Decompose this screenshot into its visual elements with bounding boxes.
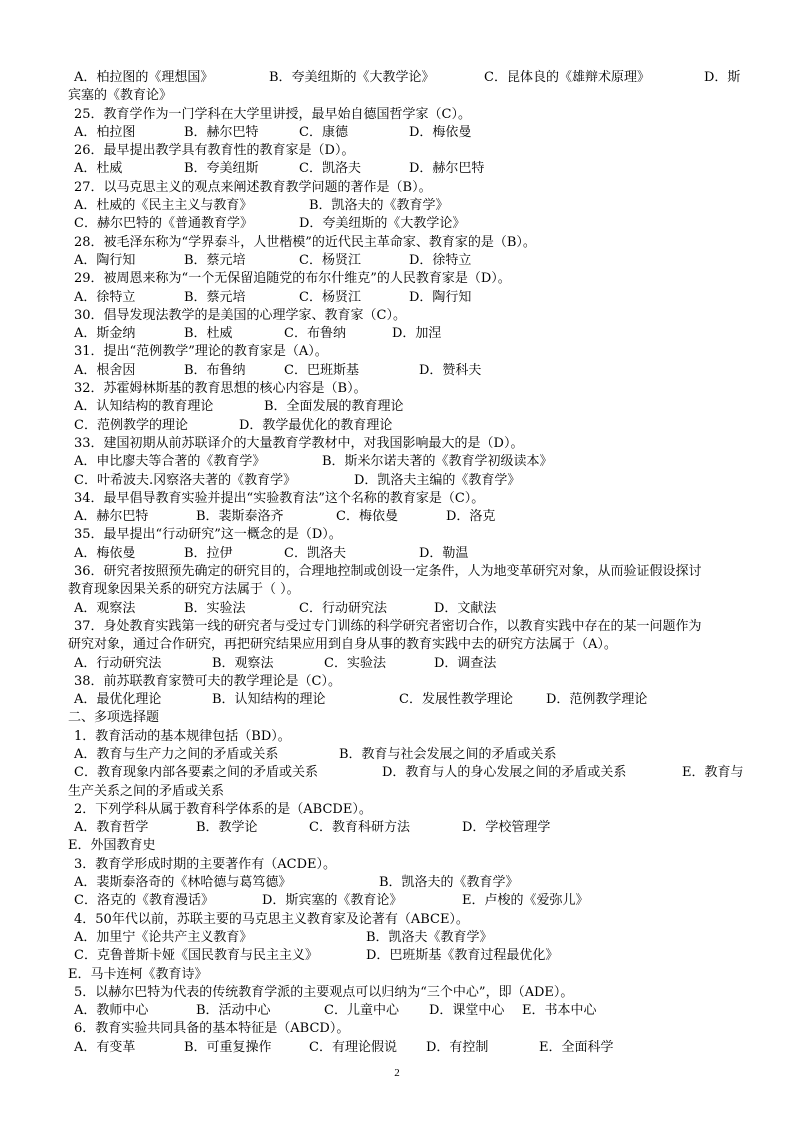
option-row [68,252,746,270]
option-text: D．范例教学理论 [546,692,648,708]
option-text: A．加里宁《论共产主义教育》 [74,929,253,945]
option-text: B．活动中心 [196,1003,271,1019]
option-text: B．凯洛夫《教育学》 [366,929,493,945]
option-text: C．克鲁普斯卡娅《国民教育与民主主义》 [74,948,318,964]
option-row [68,1002,746,1020]
option-text: A．教师中心 [74,1003,149,1019]
option-text: D．调查法 [434,655,497,671]
option-text: D．学校管理学 [462,820,551,836]
option-row [68,600,746,618]
option-row [68,417,746,435]
option-text: B．蔡元培 [184,289,246,305]
question-text: 4．50年代以前，苏联主要的马克思主义教育家及论著有（ABCE）。 [74,911,469,927]
option-text: D．课堂中心 [429,1003,505,1019]
option-text: E．书本中心 [522,1003,597,1019]
option-text: B．拉伊 [184,545,233,561]
option-text: A．斯金纳 [74,326,136,342]
option-text: D．有控制 [426,1039,489,1055]
question-text: 5．以赫尔巴特为代表的传统教育学派的主要观点可以归纳为“三个中心”，即（ADE）。 [74,984,574,1000]
option-text: A．梅依曼 [74,545,136,561]
option-text: A．最优化理论 [74,692,162,708]
question-text: 2．下列学科从属于教育科学体系的是（ABCDE）。 [74,801,372,817]
option-text: B．布鲁纳 [184,362,246,378]
option-text: B．蔡元培 [184,252,246,268]
line-text: 二、多项选择题 [68,710,160,726]
option-text: C．教育科研方法 [309,820,410,836]
option-row [68,874,746,892]
option-row [68,1039,746,1057]
option-row [68,362,746,380]
option-text: D．加涅 [392,326,442,342]
question-text: 37．身处教育实践第一线的研究者与受过专门训练的科学研究者密切合作，以教育实践中存在的某一问题作为 [74,618,702,634]
option-row [68,819,746,837]
option-row [68,691,746,709]
option-text: A．徐特立 [74,289,136,305]
option-row [68,508,746,526]
question-line [68,1020,746,1038]
option-text: D．勒温 [419,545,469,561]
option-text: A．教育与生产力之间的矛盾或关系 [74,746,279,762]
option-text: A．杜威的《民主主义与教育》 [74,198,253,214]
option-text: C．范例教学的理论 [74,417,188,433]
option-text: D．赫尔巴特 [409,161,485,177]
line-text: 生产关系之间的矛盾或关系 [68,783,225,799]
option-text: C．凯洛夫 [284,545,346,561]
question-line [68,618,746,636]
option-text: B．教育与社会发展之间的矛盾或关系 [339,746,557,762]
option-text: E．教育与 [682,765,744,781]
option-text: D．巴班斯基《教育过程最优化》 [366,948,559,964]
question-line [68,307,746,325]
question-text: 32．苏霍姆林斯基的教育思想的核心内容是（B）。 [74,381,367,397]
text-line [68,966,746,984]
option-row [68,892,746,910]
option-text: C．发展性教学理论 [399,692,513,708]
option-text: A．赫尔巴特 [74,509,149,525]
option-text: B．全面发展的教育理论 [264,399,404,415]
option-text: D．斯宾塞的《教育论》 [262,893,403,909]
option-row [68,472,746,490]
option-row [68,215,746,233]
option-text: D．夸美纽斯的《大教学论》 [299,216,466,232]
text-line [68,783,746,801]
option-text: A．裴斯泰洛奇的《林哈德与葛笃德》 [74,875,292,891]
option-text: B．凯洛夫的《教育学》 [379,875,519,891]
question-line [68,563,746,581]
question-text: 1．教育活动的基本规律包括（BD）。 [74,728,291,744]
option-row [68,398,746,416]
option-text: B．可重复操作 [184,1039,272,1055]
option-text: D．洛克 [446,509,496,525]
option-text: B．观察法 [212,655,274,671]
question-line [68,343,746,361]
option-text: C．梅依曼 [336,509,398,525]
question-line [68,435,746,453]
page-number: 2 [394,1067,400,1079]
option-text: C．康德 [299,124,348,140]
option-row [68,325,746,343]
text-line [68,837,746,855]
question-line [68,911,746,929]
option-text: B．裴斯泰洛齐 [196,509,284,525]
option-row [68,947,746,965]
option-text: B．教学论 [196,820,258,836]
option-text: C．洛克的《教育漫话》 [74,893,214,909]
question-text: 31．提出“范例教学”理论的教育家是（A）。 [74,344,328,360]
option-text: E．卢梭的《爱弥儿》 [462,893,589,909]
option-row [68,160,746,178]
question-line [68,380,746,398]
option-row [68,124,746,142]
option-text: B．夸美纽斯 [184,161,259,177]
option-text: B．夸美纽斯的《大教学论》 [269,70,435,85]
text-line [68,709,746,727]
option-text: C．赫尔巴特的《普通教育学》 [74,216,253,232]
question-text: 3．教育学形成时期的主要著作有（ACDE）。 [74,856,337,872]
option-text: A．杜威 [74,161,123,177]
question-text: 30．倡导发现法教学的是美国的心理学家、教育家（C）。 [74,307,406,323]
option-text: D．教育与人的身心发展之间的矛盾或关系 [382,765,627,781]
option-text: A．申比廖夫等合著的《教育学》 [74,454,266,470]
question-line [68,856,746,874]
option-text: C．儿童中心 [324,1003,399,1019]
option-text: C．杨贤江 [299,252,361,268]
option-text: A．柏拉图的《理想国》 [74,70,214,85]
option-text: D．教学最优化的教育理论 [239,417,393,433]
option-text: A．行动研究法 [74,655,162,671]
option-row [68,289,746,307]
question-text: 26．最早提出教学具有教育性的教育家是（D）。 [74,143,355,159]
option-text: D．文献法 [434,600,497,616]
option-text: C．叶希波夫.冈察洛夫著的《教育学》 [74,472,297,488]
option-text: C．有理论假说 [309,1039,397,1055]
option-text: B．杜威 [184,326,233,342]
option-row [68,929,746,947]
question-line [68,106,746,124]
question-line [68,270,746,288]
text-line [68,581,746,599]
question-text: 25．教育学作为一门学科在大学里讲授，最早始自德国哲学家（C）。 [74,106,471,122]
option-text: B．实验法 [184,600,246,616]
option-row [68,746,746,764]
option-text: A．观察法 [74,600,136,616]
option-text: D．凯洛夫主编的《教育学》 [354,472,521,488]
line-text: E．外国教育史 [68,838,156,854]
question-line [68,142,746,160]
option-text: C．凯洛夫 [299,161,361,177]
question-text: 36．研究者按照预先确定的研究目的，合理地控制或创设一定条件，人为地变革研究对象，从而验证假设探讨 [74,564,702,580]
line-text: 宾塞的《教育论》 [68,88,173,104]
option-text: A．陶行知 [74,252,136,268]
question-text: 34．最早倡导教育实验并提出“实验教育法”这个名称的教育家是（C）。 [74,490,485,506]
option-text: D．陶行知 [409,289,472,305]
option-text: A．教育哲学 [74,820,149,836]
line-text: 研究对象，通过合作研究，再把研究结果应用到自身从事的教育实践中去的研究方法属于（A）。 [68,637,617,653]
option-text: B．凯洛夫的《教育学》 [309,198,449,214]
option-text: C．杨贤江 [299,289,361,305]
question-text: 28．被毛泽东称为“学界泰斗，人世楷模”的近代民主革命家、教育家的是（B）。 [74,234,536,250]
question-line [68,801,746,819]
document-body [68,69,746,1057]
option-text: A．有变革 [74,1039,136,1055]
question-line [68,526,746,544]
option-text: D．徐特立 [409,252,472,268]
question-text: 27．以马克思主义的观点来阐述教育教学问题的著作是（B）。 [74,179,432,195]
line-text: E．马卡连柯《教育诗》 [68,966,208,982]
question-text: 6．教育实验共同具备的基本特征是（ABCD）。 [74,1021,350,1037]
question-line [68,984,746,1002]
option-text: C．布鲁纳 [284,326,346,342]
option-text: D．梅依曼 [409,124,472,140]
option-text: D．斯 [704,70,741,85]
question-line [68,490,746,508]
line-text: 教育现象因果关系的研究方法属于（ ）。 [68,582,300,598]
option-row [68,764,746,782]
option-row [68,453,746,471]
option-text: B．斯米尔诺夫著的《教育学初级读本》 [322,454,553,470]
option-text: C．实验法 [324,655,386,671]
question-text: 33．建国初期从前苏联译介的大量教育学教材中，对我国影响最大的是（D）。 [74,435,524,451]
question-line [68,673,746,691]
option-text: A．认知结构的教育理论 [74,399,214,415]
option-text: C．巴班斯基 [284,362,359,378]
question-line [68,179,746,197]
option-text: C．昆体良的《雄辩术原理》 [484,70,650,85]
option-text: B．认知结构的理论 [212,692,326,708]
option-text: D．赞科夫 [419,362,482,378]
question-line [68,234,746,252]
text-line [68,87,746,105]
option-row [68,655,746,673]
text-line [68,636,746,654]
option-row [68,69,746,87]
option-text: A．柏拉图 [74,124,136,140]
question-line [68,728,746,746]
option-text: C．教育现象内部各要素之间的矛盾或关系 [74,765,318,781]
option-row [68,545,746,563]
option-row [68,197,746,215]
question-text: 38．前苏联教育家赞可夫的教学理论是（C）。 [74,673,341,689]
option-text: E．全面科学 [539,1039,614,1055]
option-text: C．行动研究法 [299,600,387,616]
question-text: 35．最早提出“行动研究”这一概念的是（D）。 [74,527,342,543]
option-text: B．赫尔巴特 [184,124,259,140]
question-text: 29．被周恩来称为“一个无保留追随党的布尔什维克”的人民教育家是（D）。 [74,271,511,287]
option-text: A．根舍因 [74,362,136,378]
